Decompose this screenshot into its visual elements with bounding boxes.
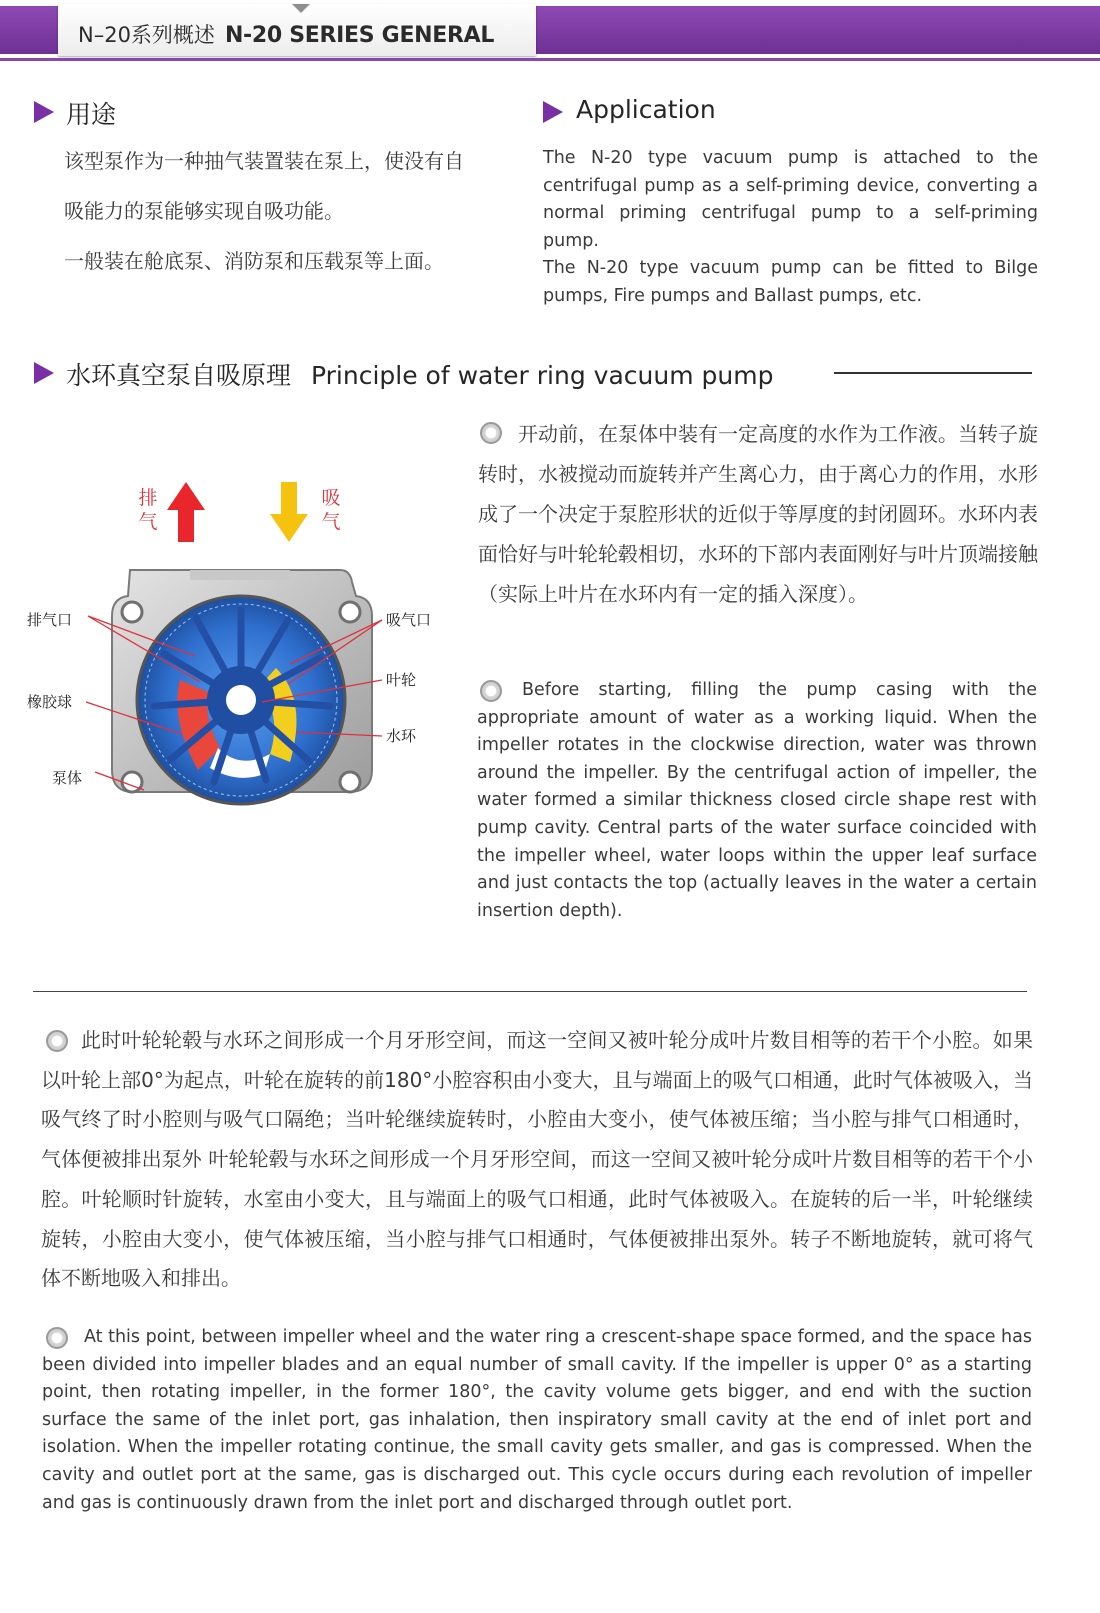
tab-notch-icon <box>292 4 310 13</box>
application-heading-zh: 用途 <box>66 100 117 129</box>
callout-pump-body: 泵体 <box>52 769 83 787</box>
heading-rule <box>834 372 1032 374</box>
application-heading-en: Application <box>576 95 716 124</box>
callout-impeller: 叶轮 <box>386 671 417 689</box>
application-en-paragraph: The N-20 type vacuum pump is attached to the centrifugal pump as a self-priming device, converting a normal priming centrifugal pump to a self-priming pump. <box>543 148 1038 251</box>
exhaust-arrow-icon <box>167 482 205 542</box>
exhaust-label: 排气 <box>138 487 158 533</box>
principle-heading-zh: 水环真空泵自吸原理 <box>66 361 292 390</box>
triangle-bullet-icon <box>543 101 563 123</box>
application-zh-line: 该型泵作为一种抽气装置装在泵上，使没有自 <box>64 149 464 173</box>
application-en-paragraph: The N-20 type vacuum pump can be fitted to Bilge pumps, Fire pumps and Ballast pumps, etc. <box>543 258 1038 306</box>
shaft-hole <box>226 685 256 715</box>
application-zh-line: 一般装在舱底泵、消防泵和压载泵等上面。 <box>64 249 444 273</box>
callout-exhaust-port: 排气口 <box>27 611 73 629</box>
callout-rubber-ball: 橡胶球 <box>27 693 73 711</box>
principle-en-paragraph: Before starting, filling the pump casing with the appropriate amount of water as a working liquid. When the impeller rotates in the clockwise direction, water was thrown around the impeller. By the centrifugal action of impeller, the water formed a similar thickness closed circle shape rest with pump cavity. Central parts of the water surface coincided with the impeller wheel, water loops within the upper leaf surface and just contacts the top (actually leaves in the water a certain insertion depth). <box>477 680 1037 921</box>
header-underline <box>0 58 1100 61</box>
page-title-en: N-20 SERIES GENERAL <box>224 23 495 48</box>
triangle-bullet-icon <box>34 362 54 384</box>
application-zh-text <box>64 136 514 286</box>
triangle-bullet-icon <box>34 101 54 123</box>
callout-water-ring: 水环 <box>386 727 417 745</box>
operation-en-paragraph: At this point, between impeller wheel and the water ring a crescent-shape space formed, and the space has been divided into impeller blades and an equal number of small cavity. If the impeller is upper 0° as a starting point, then rotating impeller, in the former 180°, the cavity volume gets bigger, and end with the suction surface the same of the inlet port, gas inhalation, then inspiratory small cavity at the end of inlet port and isolation. When the impeller rotating continue, the small cavity gets smaller, and gas is compressed. When the cavity and outlet port at the same, gas is discharged out. This cycle occurs during each revolution of impeller and gas is continuously drawn from the inlet port and discharged through outlet port. <box>42 1327 1032 1513</box>
principle-heading <box>66 356 773 392</box>
application-en-text <box>543 145 1038 311</box>
application-zh-line: 吸能力的泵能够实现自吸功能。 <box>64 199 344 223</box>
operation-zh-paragraph: 此时叶轮轮毂与水环之间形成一个月牙形空间，而这一空间又被叶轮分成叶片数目相等的若干个小腔。如果以叶轮上部0°为起点，叶轮在旋转的前180°小腔容积由小变大，且与端面上的吸气口相通，此时气体被吸入，当吸气终了时小腔则与吸气口隔绝；当叶轮继续旋转时，小腔由大变小，使气体被压缩；当小腔与排气口相通时，气体便被排出泵外 叶轮轮毂与水环之间形成一个月牙形空间，而这一空间又被叶轮分成叶片数目相等的若干个小腔。叶轮顺时针旋转，水室由小变大，且与端面上的吸气口相通，此时气体被吸入。在旋转的后一半，叶轮继续旋转，小腔由大变小，使气体被压缩，当小腔与排气口相通时，气体便被排出泵外。转子不断地旋转，就可将气体不断地吸入和排出。 <box>41 1028 1033 1291</box>
callout-intake-port: 吸气口 <box>386 611 432 629</box>
principle-heading-en: Principle of water ring vacuum pump <box>311 361 774 390</box>
page-title-zh: N–20系列概述 <box>78 23 215 47</box>
page-title <box>78 19 494 49</box>
intake-arrow-icon <box>270 482 308 542</box>
section-divider <box>33 991 1027 992</box>
principle-zh-paragraph: 开动前，在泵体中装有一定高度的水作为工作液。当转子旋转时，水被搅动而旋转并产生离心力，由于离心力的作用，水形成了一个决定于泵腔形状的近似于等厚度的封闭圆环。水环内表面恰好与叶轮轮毂相切，水环的下部内表面刚好与叶片顶端接触（实际上叶片在水环内有一定的插入深度）。 <box>478 422 1038 606</box>
intake-label: 吸气 <box>321 487 341 533</box>
